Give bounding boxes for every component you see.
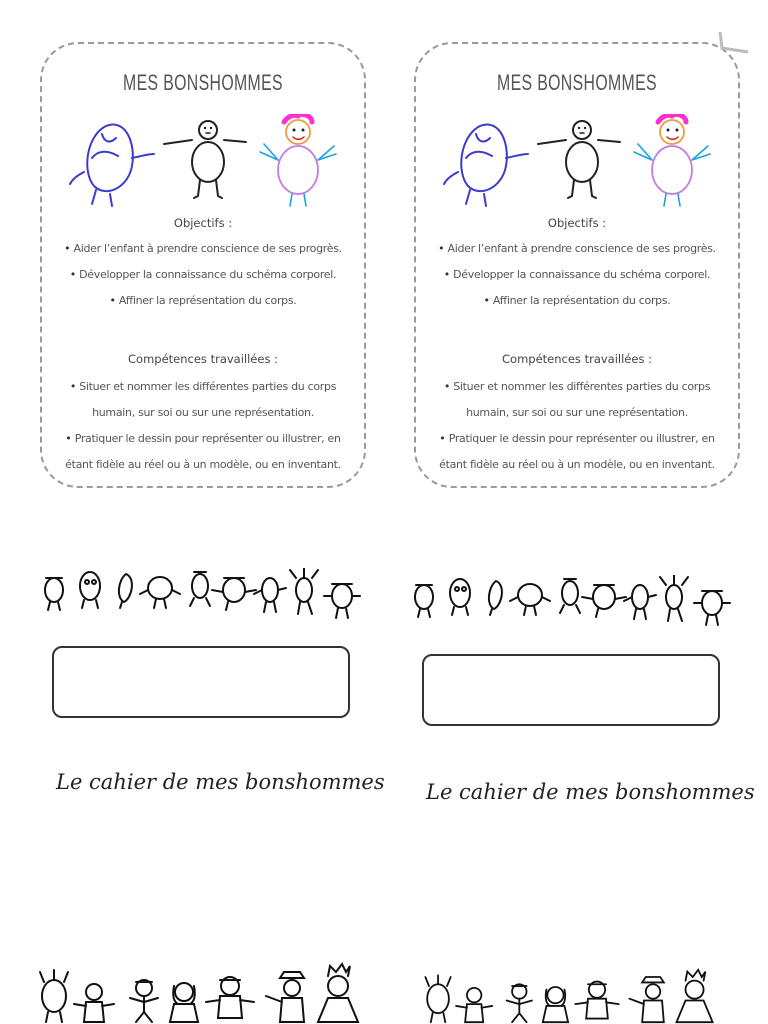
objectif-item: • Développer la connaissance du schéma corporel. (426, 268, 728, 281)
competence-line: humain, sur soi ou sur une représentation. (92, 406, 314, 419)
competence-line: • Situer et nommer les différentes parties du corps (52, 380, 354, 393)
name-label-box-left[interactable] (52, 646, 350, 718)
card-title: MES BONSHOMMES (497, 70, 657, 95)
competence-line: • Situer et nommer les différentes parties du corps (426, 380, 728, 393)
cover-title-right: Le cahier de mes bonshommes (426, 780, 755, 804)
drawn-figures-illustration (440, 114, 720, 209)
doodle-heads-row-left (40, 568, 362, 624)
doodle-heads-row-right (410, 575, 732, 631)
page-corner-mark (718, 30, 758, 60)
objectifs-title: Objectifs : (173, 216, 233, 230)
objectif-item: • Aider l’enfant à prendre conscience de ses progrès. (52, 242, 354, 255)
competence-line: • Pratiquer le dessin pour représenter ou illustrer, en (52, 432, 354, 445)
objectif-item: • Affiner la représentation du corps. (426, 294, 728, 307)
competence-line: humain, sur soi ou sur une représentation. (466, 406, 688, 419)
info-card-left (40, 42, 366, 488)
card-title: MES BONSHOMMES (123, 70, 283, 95)
competence-line: étant fidèle au réel ou à un modèle, ou en inventant. (439, 458, 715, 471)
objectifs-title: Objectifs : (547, 216, 607, 230)
competence-line: étant fidèle au réel ou à un modèle, ou en inventant. (65, 458, 341, 471)
objectif-item: • Aider l’enfant à prendre conscience de ses progrès. (426, 242, 728, 255)
objectif-item: • Développer la connaissance du schéma corporel. (52, 268, 354, 281)
cover-title-left: Le cahier de mes bonshommes (56, 770, 385, 794)
objectif-item: • Affiner la représentation du corps. (52, 294, 354, 307)
competences-title: Compétences travaillées : (128, 352, 278, 366)
name-label-box-right[interactable] (422, 654, 720, 726)
doodle-children-row-right (404, 968, 734, 1024)
competences-title: Compétences travaillées : (502, 352, 652, 366)
competence-line: • Pratiquer le dessin pour représenter ou illustrer, en (426, 432, 728, 445)
drawn-figures-illustration (66, 114, 346, 209)
info-card-right (414, 42, 740, 488)
doodle-children-row-left (34, 962, 364, 1024)
